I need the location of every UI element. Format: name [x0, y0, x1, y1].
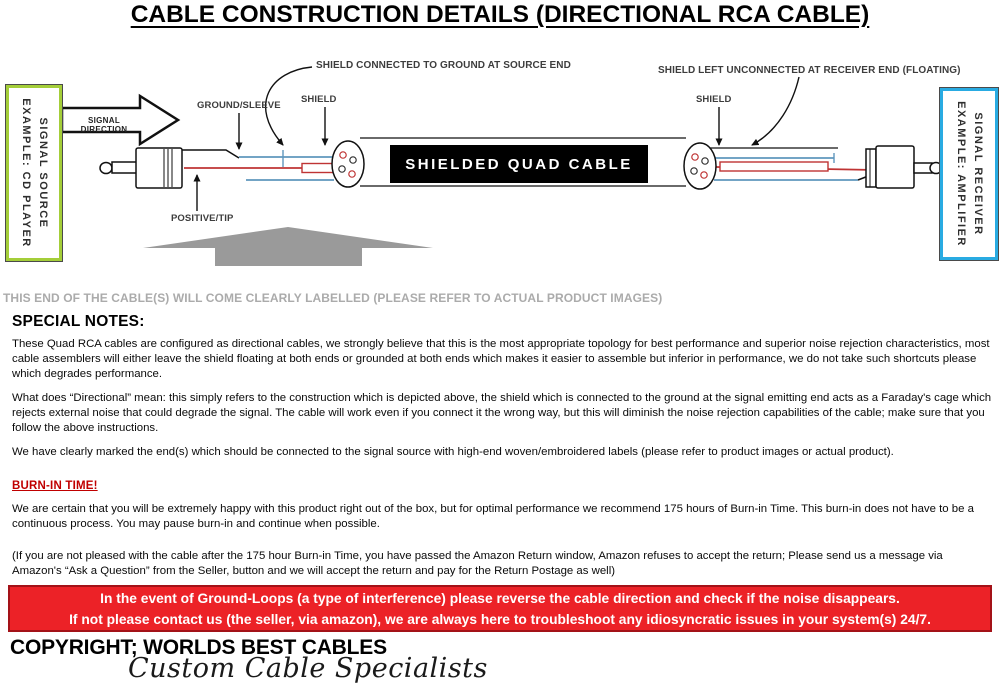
left-rca-plug — [100, 148, 182, 188]
cable-cross-section-right — [684, 143, 716, 189]
notes-section — [12, 337, 993, 588]
special-notes-paragraph-1: These Quad RCA cables are configured as directional cables, we strongly believe that this is the most appropriate topology for best performance and superior noise rejection characteristics, most cable assemblers will either leave the shield floating at both ends or grounded at both ends which makes it easier to assemble but inferior in performance, we do not take such shortcuts please which degrades performance. — [12, 338, 990, 380]
signal-source-line1: SIGNAL SOURCE — [37, 117, 49, 229]
shield-connected-label: SHIELD CONNECTED TO GROUND AT SOURCE END — [316, 60, 571, 71]
ground-sleeve-label: GROUND/SLEEVE — [197, 100, 281, 111]
burn-in-paragraph-1: We are certain that you will be extremely happy with this product right out of the box, but for optimal performance we recommend 175 hours of Burn-in Time. This burn-in does not have to be a continuous process. You may pause burn-in and continue when possible. — [12, 503, 974, 530]
page-title: CABLE CONSTRUCTION DETAILS (DIRECTIONAL RCA CABLE) — [130, 1, 870, 28]
signal-direction-label: SIGNAL DIRECTION — [80, 116, 128, 134]
shield-receiver-label: SHIELD — [696, 94, 732, 105]
ground-loop-banner-line1: In the event of Ground-Loops (a type of interference) please reverse the cable direction and check if the noise disappears. — [100, 591, 900, 606]
signal-wire-source — [184, 159, 351, 174]
special-notes-paragraph-3: We have clearly marked the end(s) which should be connected to the signal source with high-end woven/embroidered labels (please refer to product images or actual product). — [12, 446, 894, 458]
signal-source-box-text — [17, 98, 51, 247]
signal-receiver-box-text — [952, 101, 986, 247]
gray-up-arrow — [143, 227, 433, 266]
ground-sleeve-outline — [182, 150, 239, 158]
ground-loop-banner-line2: If not please contact us (the seller, via amazon), we are always here to troubleshoot any idiosyncratic issues in your system(s) 24/7. — [69, 611, 931, 627]
burn-in-paragraph-2: (If you are not pleased with the cable after the 175 hour Burn-in Time, you have passed the Amazon Return window, Amazon refuses to accept the return; Please send us a message via Amazon's “Ask a Question” from the Seller, button and we will accept the return and pay for the Return Postage as well) — [12, 550, 943, 577]
special-notes-heading: SPECIAL NOTES: — [12, 313, 145, 330]
labelled-end-note: THIS END OF THE CABLE(S) WILL COME CLEARLY LABELLED (PLEASE REFER TO ACTUAL PRODUCT IMAGES) — [3, 291, 663, 305]
signal-wire-receiver — [716, 162, 876, 171]
signal-receiver-box — [940, 88, 998, 260]
signal-source-line2: EXAMPLE: CD PLAYER — [20, 98, 32, 248]
positive-tip-label: POSITIVE/TIP — [171, 213, 234, 224]
signal-source-box — [6, 85, 62, 261]
cable-jacket-label: SHIELDED QUAD CABLE — [390, 145, 648, 183]
pointer-arrows — [197, 67, 799, 211]
right-rca-plug — [866, 146, 942, 188]
signal-receiver-line1: SIGNAL RECEIVER — [972, 112, 984, 236]
special-notes-paragraph-2: What does “Directional” mean: this simply refers to the construction which is depicted above, the shield which is connected to the ground at the signal emitting end acts as a Faraday's cage which rejects external noise that could degrade the signal. The cable will work even if you connect it the wrong way, but this will diminish the noise rejection capabilities of the cable; make sure that you follow the above instructions. — [12, 392, 992, 434]
shield-source-label: SHIELD — [301, 94, 337, 105]
shield-floating-label: SHIELD LEFT UNCONNECTED AT RECEIVER END (FLOATING) — [658, 65, 961, 76]
burn-in-heading: BURN-IN TIME! — [12, 480, 98, 492]
ground-loop-banner — [8, 585, 992, 632]
cable-cross-section-left — [332, 141, 364, 187]
copyright-text: COPYRIGHT; WORLDS BEST CABLES — [10, 636, 387, 659]
signal-receiver-line2: EXAMPLE: AMPLIFIER — [955, 101, 967, 247]
tagline-signature: Custom Cable Specialists — [128, 653, 488, 684]
